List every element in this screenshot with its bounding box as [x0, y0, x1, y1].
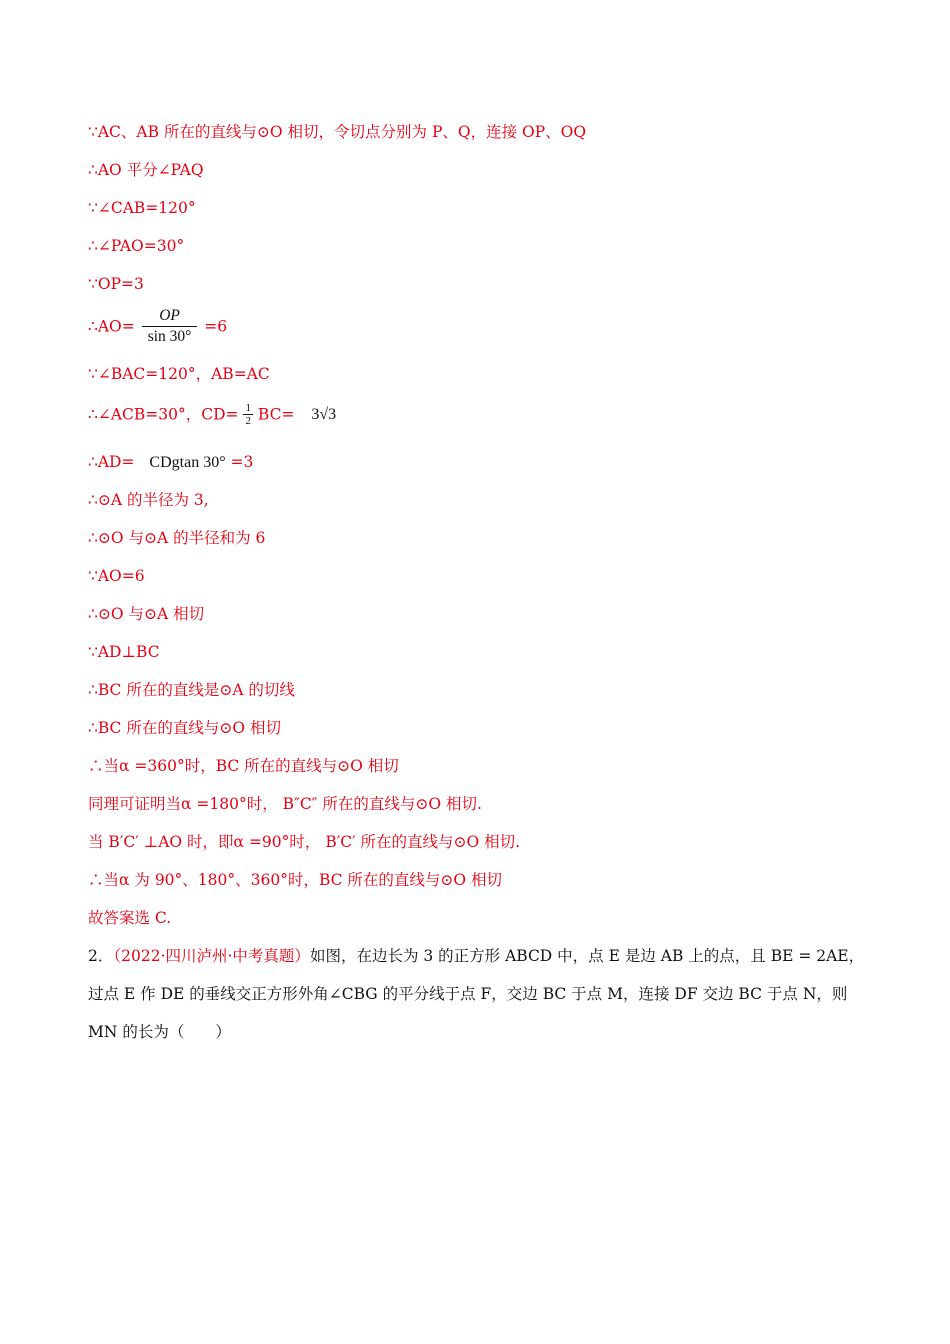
problem-line-2: 过点 E 作 DE 的垂线交正方形外角∠CBG 的平分线于点 F，交边 BC 于点 M，连接 DF 交边 BC 于点 N，则: [88, 985, 848, 1003]
answer-line: 故答案选 C.: [88, 909, 172, 927]
half-denominator: 2: [245, 415, 251, 427]
half-fraction: [243, 402, 253, 427]
solution-line-7: ∴⊙O 与⊙A 的半径和为 6: [88, 529, 266, 547]
half-numerator: 1: [245, 402, 251, 414]
solution-line-16: ∴当α 为 90°、180°、360°时，BC 所在的直线与⊙O 相切: [88, 871, 503, 889]
ao-prefix: ∴AO=: [88, 317, 135, 336]
solution-line-15: 当 B′C′ ⊥AO 时，即α =90°时， B′C′ 所在的直线与⊙O 相切.: [88, 833, 521, 851]
solution-line-9: ∴⊙O 与⊙A 相切: [88, 605, 205, 623]
acb-mid: BC=: [257, 405, 295, 424]
problem-2: [88, 937, 890, 1051]
solution-line-5: ∵OP=3: [88, 275, 144, 293]
bac-line: ∵∠BAC=120°，AB=AC: [88, 365, 270, 383]
solution-line-12: ∴BC 所在的直线与⊙O 相切: [88, 719, 281, 737]
problem-text-1: 如图，在边长为 3 的正方形 ABCD 中，点 E 是边 AB 上的点，且 BE = 2AE，: [309, 947, 865, 965]
solution-line-6: ∴⊙A 的半径为 3,: [88, 491, 209, 509]
problem-line-3: MN 的长为（ ）: [88, 1023, 231, 1041]
ao-numerator: OP: [142, 306, 198, 327]
problem-source: （2022·四川泸州·中考真题）: [113, 947, 310, 965]
ad-line: [88, 452, 890, 473]
ad-suffix: =3: [230, 453, 254, 471]
ao-fraction: [142, 306, 198, 347]
solution-line-2: ∴AO 平分∠PAQ: [88, 161, 204, 179]
ao-suffix: =6: [204, 317, 228, 336]
cd-value: 3√3: [311, 405, 337, 423]
ao-denominator: sin 30°: [147, 328, 192, 345]
solution-line-10: ∵AD⊥BC: [88, 643, 160, 661]
acb-line: [88, 402, 890, 427]
solution-line-1: ∵AC、AB 所在的直线与⊙O 相切，令切点分别为 P、Q，连接 OP、OQ: [88, 123, 587, 141]
ao-formula: [88, 306, 890, 347]
solution-line-14: 同理可证明当α =180°时， B″C″ 所在的直线与⊙O 相切.: [88, 795, 482, 813]
solution-line-3: ∵∠CAB=120°: [88, 199, 196, 217]
solution-line-13: ∴当α =360°时，BC 所在的直线与⊙O 相切: [88, 757, 399, 775]
problem-number: 2．: [88, 947, 114, 965]
ad-expression: CDgtan 30°: [149, 454, 226, 471]
solution-line-4: ∴∠PAO=30°: [88, 237, 185, 255]
solution-line-8: ∵AO=6: [88, 567, 145, 585]
acb-prefix: ∴∠ACB=30°，CD=: [88, 405, 239, 424]
problem-line-1: [88, 937, 890, 975]
ad-prefix: ∴AD=: [88, 453, 135, 471]
solution-line-11: ∴BC 所在的直线是⊙A 的切线: [88, 681, 295, 699]
